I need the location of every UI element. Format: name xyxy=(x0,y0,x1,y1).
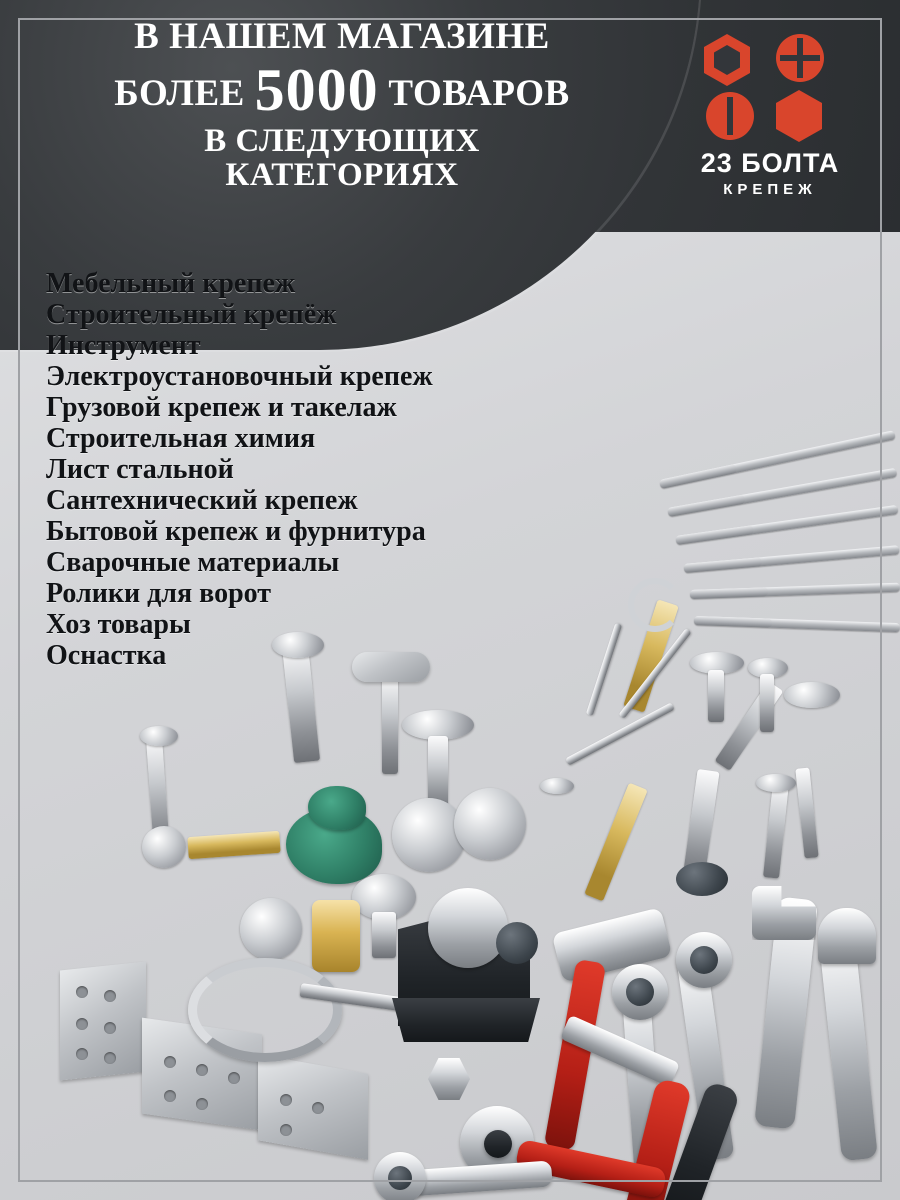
list-item: Хоз товары xyxy=(46,609,191,640)
blind-rivet xyxy=(795,768,818,859)
headline-more-label: БОЛЕЕ xyxy=(114,72,245,114)
list-item: Строительная химия xyxy=(46,423,316,454)
threaded-insert xyxy=(454,788,526,860)
headline-line-3: В СЛЕДУЮЩИХ xyxy=(204,122,480,159)
roofing-screw-head xyxy=(676,862,728,896)
headline-line-4: КАТЕГОРИЯХ xyxy=(225,157,459,194)
brass-insert xyxy=(312,900,360,972)
hex-nut xyxy=(428,1058,470,1100)
circle-slot-icon xyxy=(706,92,754,140)
bracket-hole xyxy=(312,1102,324,1114)
barrel-bolt-head xyxy=(142,826,186,868)
wood-screw-head xyxy=(784,682,840,708)
bracket-hole xyxy=(104,1022,116,1034)
bracket-hole xyxy=(196,1064,208,1076)
wrench-jaw xyxy=(752,886,816,940)
bracket-hole xyxy=(104,990,116,1002)
ring-spanner-hole xyxy=(388,1166,412,1190)
concrete-screw xyxy=(584,783,647,902)
wood-screw-head xyxy=(272,632,324,658)
bracket-hole xyxy=(76,1048,88,1060)
hook-anchor-hook xyxy=(628,578,682,632)
circle-cross-icon xyxy=(776,34,824,82)
welding-electrode xyxy=(694,616,900,632)
list-item: Ролики для ворот xyxy=(46,578,272,609)
hex-solid-icon xyxy=(776,90,822,142)
list-item: Бытовой крепеж и фурнитура xyxy=(46,516,426,547)
bracket-hole xyxy=(196,1098,208,1110)
spanner-ring-hole xyxy=(690,946,718,974)
pipe-wrench-jaw xyxy=(818,908,876,964)
nail-head xyxy=(540,778,574,794)
logo-marks xyxy=(704,34,836,142)
barrel-nut-bolt xyxy=(187,831,280,859)
list-item: Сварочные материалы xyxy=(46,547,340,578)
headline-line-1: В НАШЕМ МАГАЗИНЕ xyxy=(134,16,550,57)
gate-roller-wheel xyxy=(428,888,508,968)
list-item: Мебельный крепеж xyxy=(46,268,296,299)
plastic-dowels-pile xyxy=(308,786,366,830)
ratchet-head-center xyxy=(484,1130,512,1158)
bracket-hole xyxy=(164,1090,176,1102)
gate-roller-base xyxy=(392,998,540,1042)
bracket-hole xyxy=(164,1056,176,1068)
logo-name: 23 БОЛТА xyxy=(700,148,840,178)
steel-pin-head xyxy=(140,726,178,746)
brand-logo xyxy=(680,34,860,198)
bracket-hole xyxy=(76,986,88,998)
pan-screw-shaft xyxy=(760,674,774,732)
wing-nut xyxy=(352,652,430,682)
list-item: Строительный крепёж xyxy=(46,299,337,330)
bracket-hole xyxy=(280,1124,292,1136)
angle-bracket xyxy=(60,961,146,1080)
perforated-mounting-tape xyxy=(188,958,342,1062)
list-item: Сантехнический крепеж xyxy=(46,485,358,516)
product-collage xyxy=(0,430,900,1200)
rivet-head xyxy=(756,774,796,792)
wing-bolt-shaft xyxy=(382,674,398,774)
bracket-hole xyxy=(280,1094,292,1106)
list-item: Грузовой крепеж и такелаж xyxy=(46,392,397,423)
hex-outline-icon xyxy=(704,34,750,86)
carriage-bolt-shaft xyxy=(708,670,724,722)
welding-electrode xyxy=(690,583,900,599)
spanner-ring-hole xyxy=(626,978,654,1006)
list-item: Инструмент xyxy=(46,330,201,361)
bracket-hole xyxy=(104,1052,116,1064)
welding-electrode xyxy=(675,505,898,545)
headline-count: 5000 xyxy=(254,56,379,123)
headline-goods-label: ТОВАРОВ xyxy=(388,72,570,114)
list-item: Оснастка xyxy=(46,640,167,671)
welding-electrode xyxy=(684,545,900,573)
socket-cap-shaft xyxy=(372,912,396,958)
wood-screw xyxy=(282,643,320,763)
bracket-hole xyxy=(228,1072,240,1084)
logo-subtitle: КРЕПЕЖ xyxy=(723,181,817,198)
nail xyxy=(586,623,622,716)
bracket-hole xyxy=(76,1018,88,1030)
blind-rivet xyxy=(763,781,789,878)
list-item: Электроустановочный крепеж xyxy=(46,361,433,392)
gate-roller-axle-nut xyxy=(496,922,538,964)
headline-block xyxy=(22,18,662,193)
list-item: Лист стальной xyxy=(46,454,234,485)
headline-line-2 xyxy=(22,56,662,123)
knurled-nut xyxy=(240,898,302,960)
